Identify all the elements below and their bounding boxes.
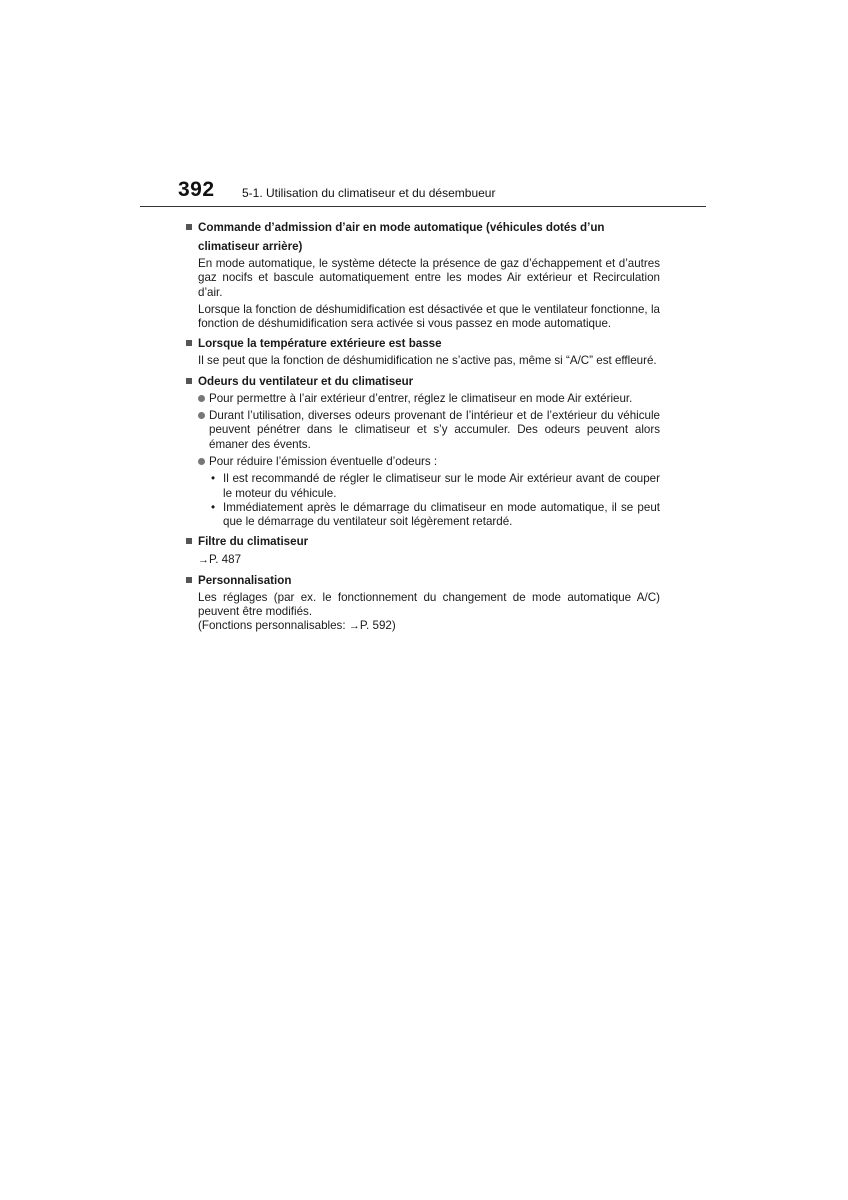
heading-text: Personnalisation — [198, 573, 292, 587]
page-reference[interactable] — [198, 553, 660, 567]
section-personalization — [184, 571, 660, 634]
section-heading — [184, 218, 660, 256]
list-item — [198, 392, 660, 406]
heading-text: Filtre du climatiseur — [198, 535, 309, 549]
section-air-intake — [184, 218, 660, 331]
square-bullet-icon — [186, 224, 192, 230]
list-item-text: Durant l’utilisation, diverses odeurs provenant de l’intérieur et de l’extérieur du véhicule peuvent pénétrer dans le climatiseur et s’y accumuler. Des odeurs peuvent alors émaner des évents. — [209, 409, 660, 451]
heading-text: Lorsque la température extérieure est basse — [198, 337, 442, 351]
section-filter — [184, 532, 660, 567]
section-heading — [184, 532, 660, 551]
section-title: 5-1. Utilisation du climatiseur et du désembueur — [242, 186, 496, 200]
square-bullet-icon — [186, 577, 192, 583]
section-heading — [184, 372, 660, 391]
paragraph: Il se peut que la fonction de déshumidification ne s’active pas, même si “A/C” est effleuré. — [198, 354, 657, 368]
list-item — [198, 409, 660, 452]
paragraph: En mode automatique, le système détecte la présence de gaz d’échappement et d’autres gaz nocifs et bascule automatiquement entre les modes Air extérieur et Recirculation d’air. — [198, 257, 660, 299]
circle-bullet-icon — [198, 395, 205, 402]
page-reference-text: P. 592) — [359, 619, 396, 633]
paragraph: Les réglages (par ex. le fonctionnement du changement de mode automatique A/C) peuvent être modifiés. — [198, 590, 660, 619]
header-rule — [140, 206, 706, 207]
section-heading — [184, 571, 660, 590]
page-number: 392 — [178, 178, 215, 201]
arrow-right-icon: → — [348, 620, 360, 633]
sub-list-item-text: Il est recommandé de régler le climatiseur sur le mode Air extérieur avant de couper le moteur du véhicule. — [223, 472, 660, 500]
list-item-text: Pour permettre à l’air extérieur d’entrer, réglez le climatiseur en mode Air extérieur. — [209, 391, 633, 405]
section-low-temperature — [184, 334, 660, 368]
paragraph: Lorsque la fonction de déshumidification est désactivée et que le ventilateur fonctionne, la fonction de déshumidification sera activée si vous passez en mode automatique. — [198, 302, 660, 331]
circle-bullet-icon — [198, 412, 205, 419]
section-heading — [184, 334, 660, 353]
sub-list-item — [210, 501, 660, 530]
page-reference-text: P. 487 — [209, 553, 242, 567]
section-odors — [184, 372, 660, 530]
circle-bullet-icon — [198, 458, 205, 465]
square-bullet-icon — [186, 378, 192, 384]
list-item-text: Pour réduire l’émission éventuelle d’odeurs : — [209, 454, 438, 468]
arrow-right-icon: → — [198, 554, 209, 567]
sub-list-item-text: Immédiatement après le démarrage du climatiseur en mode automatique, il se peut que le démarrage du ventilateur soit légèrement retardé. — [223, 500, 660, 529]
page-reference[interactable] — [198, 619, 660, 633]
square-bullet-icon — [186, 340, 192, 346]
heading-text: Commande d’admission d’air en mode automatique (véhicules dotés d’un climatiseur arrière) — [198, 221, 605, 253]
sub-list-item — [210, 472, 660, 501]
small-bullet-icon: • — [211, 472, 216, 486]
page-content — [184, 215, 660, 637]
list-item — [198, 455, 660, 469]
small-bullet-icon: • — [211, 500, 216, 514]
reference-prefix: (Fonctions personnalisables: — [198, 619, 349, 633]
heading-text: Odeurs du ventilateur et du climatiseur — [198, 374, 414, 388]
square-bullet-icon — [186, 538, 192, 544]
